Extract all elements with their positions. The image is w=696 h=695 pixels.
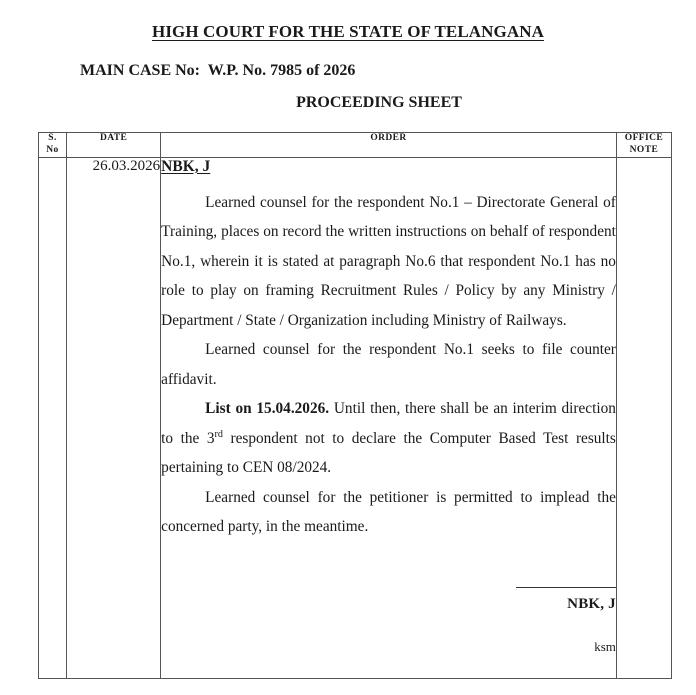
signature-rule [516, 587, 616, 588]
table-row [39, 157, 672, 678]
column-header-office-line1: OFFICE [624, 133, 664, 143]
judge-heading: NBK, J [161, 157, 211, 175]
order-paragraph-2: Learned counsel for the respondent No.1 seeks to file counter affidavit. [161, 341, 616, 388]
column-header-serial-number [39, 133, 67, 158]
column-header-order: ORDER [161, 133, 617, 158]
cell-order-content [161, 157, 617, 678]
cell-order-date: 26.03.2026 [67, 157, 161, 678]
signature-block [161, 578, 616, 655]
proceeding-table [38, 132, 672, 679]
signature-judge-name: NBK, J [567, 595, 616, 612]
proceeding-sheet-container [0, 132, 696, 679]
ordinal-suffix: rd [214, 428, 223, 440]
clerk-initials: ksm [594, 638, 616, 654]
order-paragraph-3 [161, 394, 616, 483]
cell-serial-number [39, 157, 67, 678]
proceeding-sheet-title: PROCEEDING SHEET [296, 94, 462, 111]
cell-office-note [616, 157, 671, 678]
order-paragraph-3-post-ordinal: respondent not to declare the Computer Based Test results pertaining to CEN 08/2024. [161, 429, 616, 477]
column-header-office-note [616, 133, 671, 158]
document-header [0, 0, 696, 112]
column-header-office-line2: NOTE [629, 144, 659, 155]
order-paragraph-4: Learned counsel for the petitioner is permitted to implead the concerned party, in the meantime. [161, 488, 616, 536]
column-header-serial-line2: No [46, 144, 59, 155]
listing-date-bold: List on 15.04.2026. [205, 400, 330, 418]
main-case-number: MAIN CASE No: W.P. No. 7985 of 2026 [80, 62, 356, 79]
column-header-serial-line1: S. [48, 133, 57, 143]
court-title: HIGH COURT FOR THE STATE OF TELANGANA [152, 22, 544, 41]
order-paragraph-1: Learned counsel for the respondent No.1 – Directorate General of Training, places on record the written instructions on behalf of respondent No.1, wherein it is stated at paragraph No.6 that respondent No.1 has no role to play on framing Recruitment Rules / Policy by any Ministry / Department / State / Organization including Ministry of Railways. [161, 193, 616, 329]
order-paragraph-3-pre-ordinal: Until then, there shall be an interim direction to the 3 [161, 400, 616, 447]
table-header-row [39, 133, 672, 158]
column-header-date: DATE [67, 133, 161, 158]
